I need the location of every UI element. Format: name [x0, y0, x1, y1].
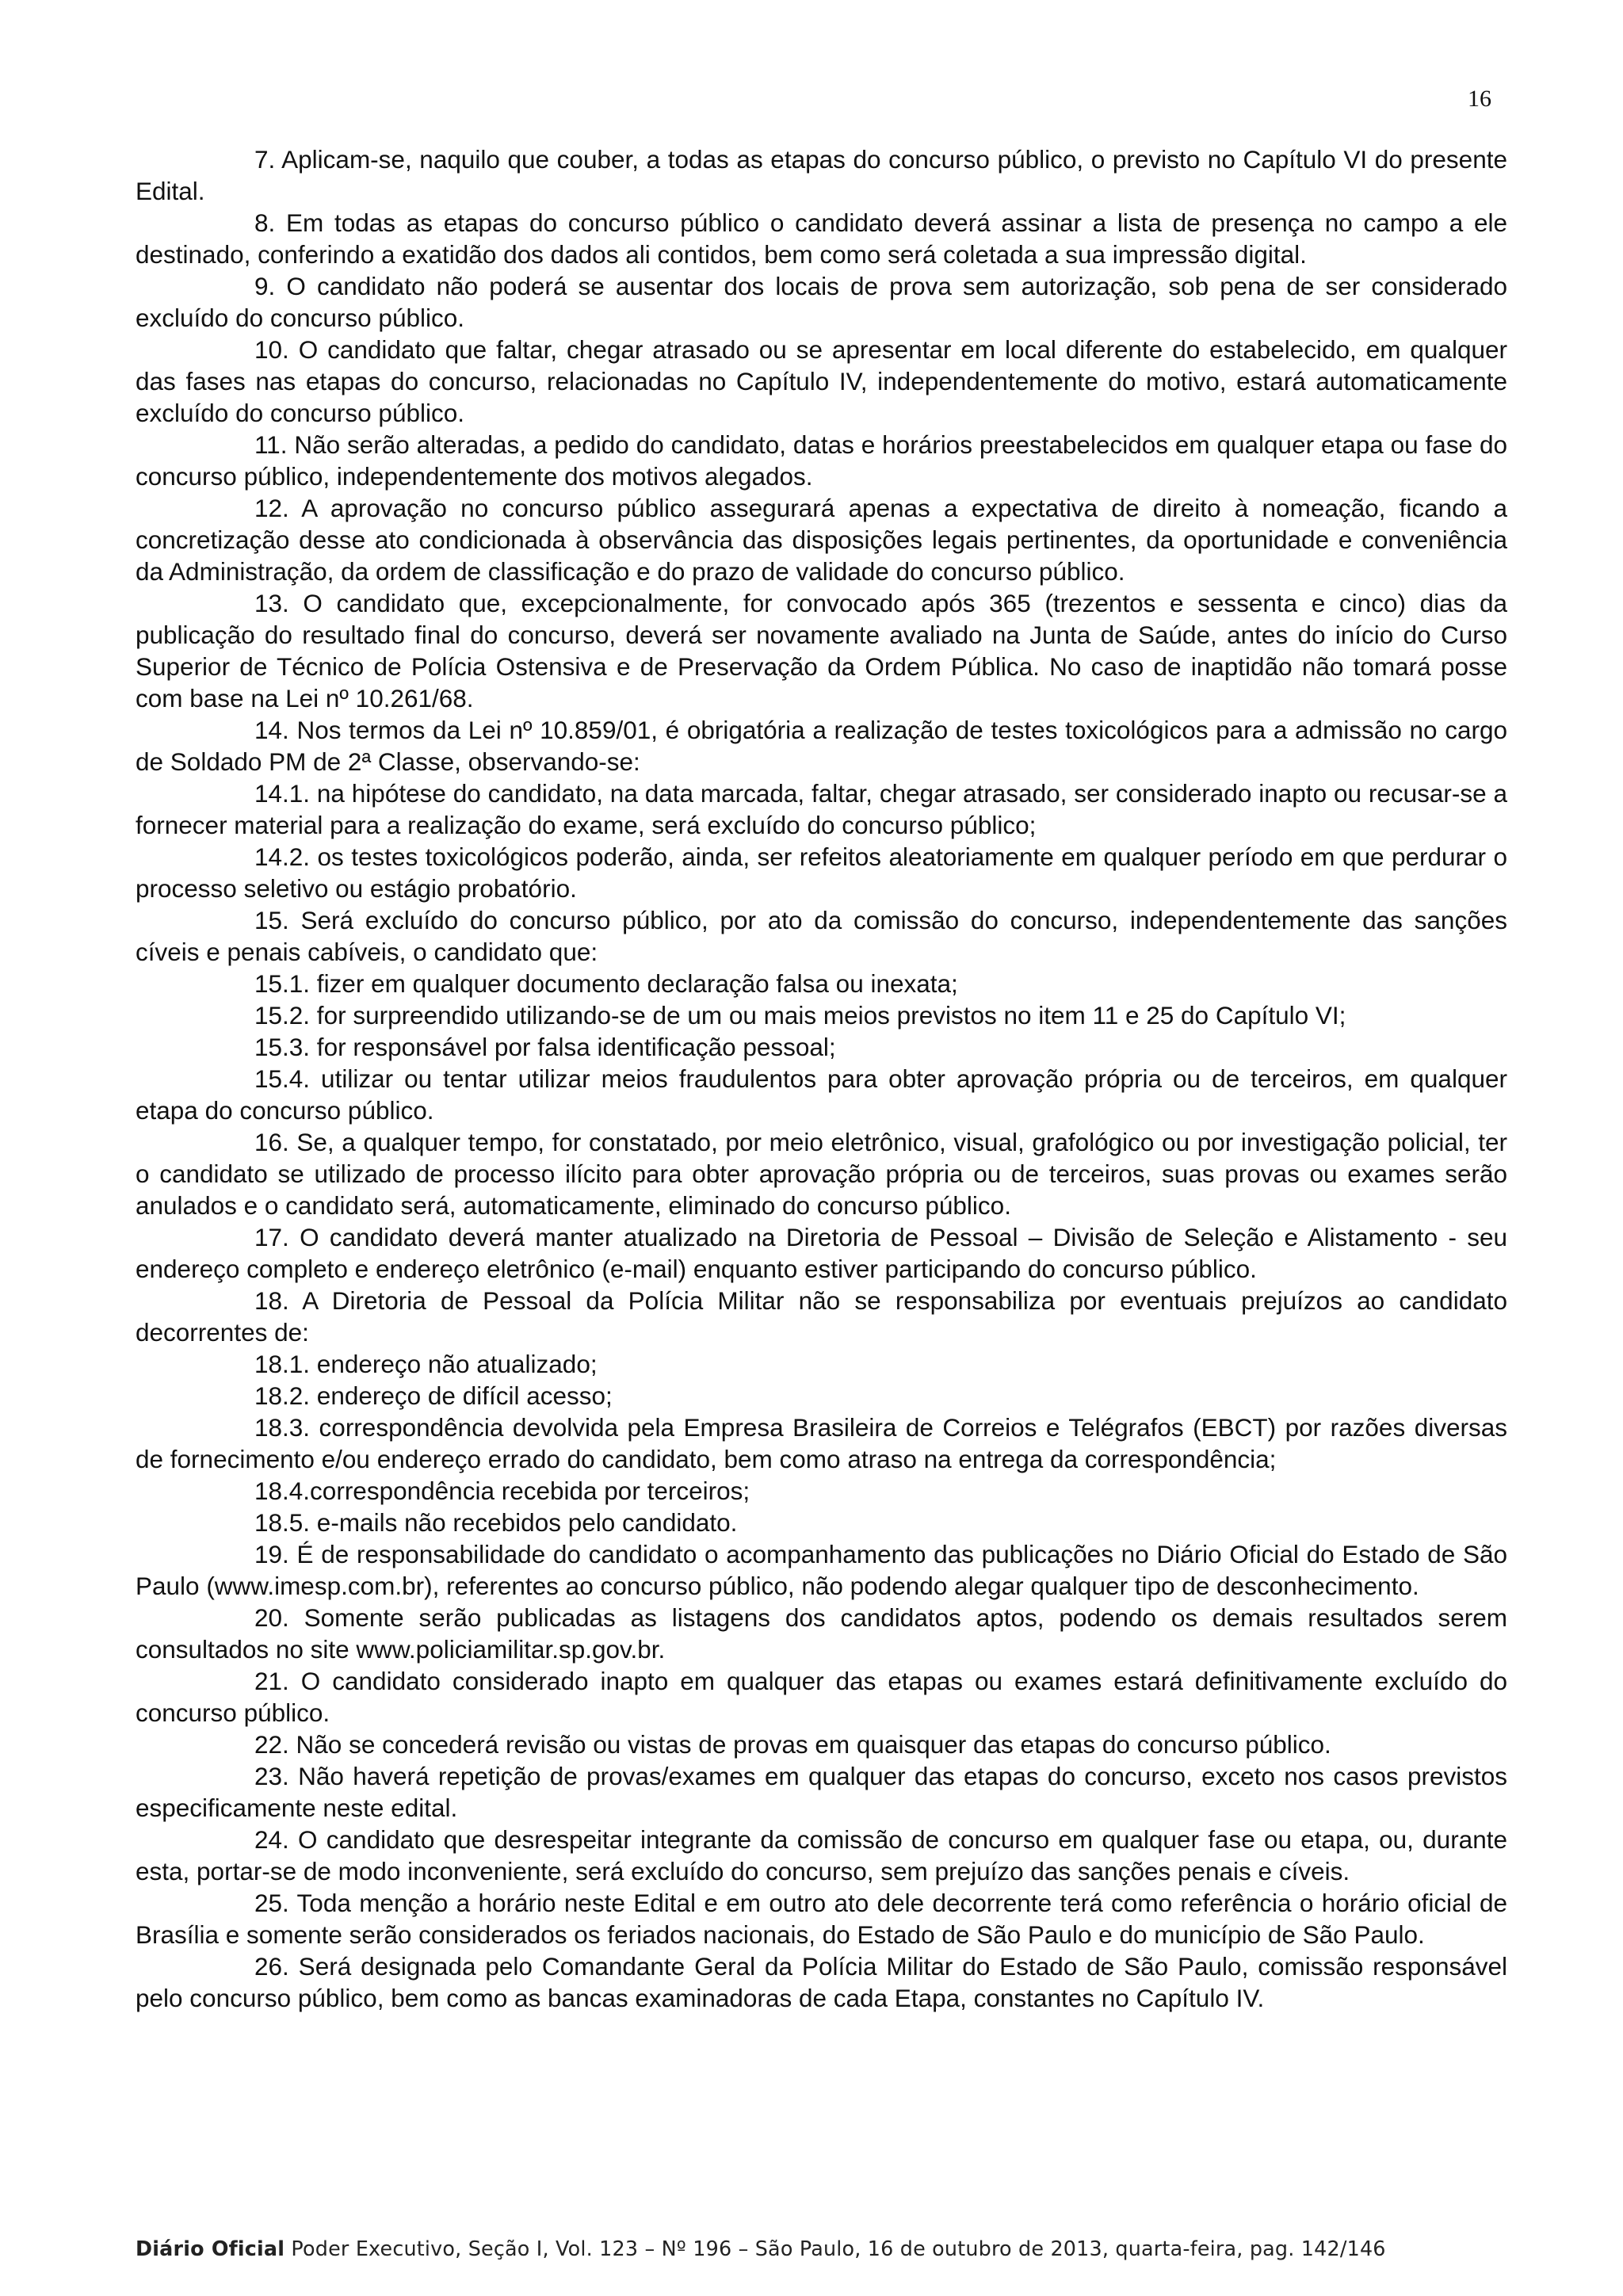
- paragraph: 26. Será designada pelo Comandante Geral da Polícia Militar do Estado de São Paulo, comissão responsável pelo concurso público, bem como as bancas examinadoras de cada Etapa, constantes no Capítulo IV.: [136, 1952, 1507, 2012]
- paragraph: 19. É de responsabilidade do candidato o acompanhamento das publicações no Diário Oficial do Estado de São Paulo (www.imesp.com.br), referentes ao concurso público, não podendo alegar qualquer tipo de desconhecimento.: [136, 1540, 1507, 1600]
- paragraph: 18. A Diretoria de Pessoal da Polícia Militar não se responsabiliza por eventuais prejuízos ao candidato decorrentes de:: [136, 1286, 1507, 1347]
- paragraph: 17. O candidato deverá manter atualizado na Diretoria de Pessoal – Divisão de Seleção e Alistamento - seu endereço completo e endereço eletrônico (e-mail) enquanto estiver participando do concurso público.: [136, 1223, 1507, 1283]
- footer-brand: Diário Oficial: [136, 2237, 285, 2260]
- paragraph: 14.1. na hipótese do candidato, na data marcada, faltar, chegar atrasado, ser considerado inapto ou recusar-se a fornecer material para a realização do exame, será excluído do concurso público;: [136, 779, 1507, 839]
- paragraph: 15.3. for responsável por falsa identificação pessoal;: [254, 1033, 836, 1061]
- paragraph: 15.4. utilizar ou tentar utilizar meios fraudulentos para obter aprovação própria ou de terceiros, em qualquer etapa do concurso público.: [136, 1064, 1507, 1125]
- paragraph: 18.1. endereço não atualizado;: [254, 1350, 598, 1378]
- paragraph: 23. Não haverá repetição de provas/exames em qualquer das etapas do concurso, exceto nos casos previstos especificamente neste edital.: [136, 1762, 1507, 1822]
- paragraph: 8. Em todas as etapas do concurso público o candidato deverá assinar a lista de presença no campo a ele destinado, conferindo a exatidão dos dados ali contidos, bem como será coletada a sua impressão digital.: [136, 208, 1507, 269]
- paragraph: 7. Aplicam-se, naquilo que couber, a todas as etapas do concurso público, o previsto no Capítulo VI do presente Edital.: [136, 145, 1507, 205]
- document-body: [136, 143, 1507, 2014]
- paragraph: 18.3. correspondência devolvida pela Empresa Brasileira de Correios e Telégrafos (EBCT) por razões diversas de fornecimento e/ou endereço errado do candidato, bem como atraso na entrega da correspondência;: [136, 1413, 1507, 1473]
- paragraph: 12. A aprovação no concurso público assegurará apenas a expectativa de direito à nomeação, ficando a concretização desse ato condicionada à observância das disposições legais pertinentes, da oportunidade e conveniência da Administração, da ordem de classificação e do prazo de validade do concurso público.: [136, 494, 1507, 586]
- paragraph: 24. O candidato que desrespeitar integrante da comissão de concurso em qualquer fase ou etapa, ou, durante esta, portar-se de modo inconveniente, será excluído do concurso, sem prejuízo das sanções penais e cíveis.: [136, 1825, 1507, 1885]
- paragraph: 11. Não serão alteradas, a pedido do candidato, datas e horários preestabelecidos em qualquer etapa ou fase do concurso público, independentemente dos motivos alegados.: [136, 430, 1507, 491]
- paragraph: 13. O candidato que, excepcionalmente, for convocado após 365 (trezentos e sessenta e cinco) dias da publicação do resultado final do concurso, deverá ser novamente avaliado na Junta de Saúde, antes do início do Curso Superior de Técnico de Polícia Ostensiva e de Preservação da Ordem Pública. No caso de inaptidão não tomará posse com base na Lei nº 10.261/68.: [136, 589, 1507, 712]
- paragraph: 18.4.correspondência recebida por terceiros;: [254, 1477, 750, 1505]
- paragraph: 20. Somente serão publicadas as listagens dos candidatos aptos, podendo os demais resultados serem consultados no site www.policiamilitar.sp.gov.br.: [136, 1603, 1507, 1664]
- page-footer: [136, 2237, 1507, 2260]
- paragraph: 25. Toda menção a horário neste Edital e em outro ato dele decorrente terá como referência o horário oficial de Brasília e somente serão considerados os feriados nacionais, do Estado de São Paulo e do município de São Paulo.: [136, 1889, 1507, 1949]
- paragraph: 16. Se, a qualquer tempo, for constatado, por meio eletrônico, visual, grafológico ou por investigação policial, ter o candidato se utilizado de processo ilícito para obter aprovação própria ou de terceiros, suas provas ou exames serão anulados e o candidato será, automaticamente, eliminado do concurso público.: [136, 1128, 1507, 1220]
- paragraph: 14.2. os testes toxicológicos poderão, ainda, ser refeitos aleatoriamente em qualquer período em que perdurar o processo seletivo ou estágio probatório.: [136, 842, 1507, 903]
- paragraph: 15.2. for surpreendido utilizando-se de um ou mais meios previstos no item 11 e 25 do Capítulo VI;: [254, 1001, 1346, 1030]
- paragraph: 14. Nos termos da Lei nº 10.859/01, é obrigatória a realização de testes toxicológicos para a admissão no cargo de Soldado PM de 2ª Classe, observando-se:: [136, 716, 1507, 776]
- paragraph: 18.5. e-mails não recebidos pelo candidato.: [254, 1508, 738, 1537]
- paragraph: 18.2. endereço de difícil acesso;: [254, 1381, 613, 1410]
- paragraph: 9. O candidato não poderá se ausentar dos locais de prova sem autorização, sob pena de ser considerado excluído do concurso público.: [136, 272, 1507, 332]
- paragraph: 22. Não se concederá revisão ou vistas de provas em quaisquer das etapas do concurso público.: [254, 1730, 1331, 1759]
- footer-text: Poder Executivo, Seção I, Vol. 123 – Nº 196 – São Paulo, 16 de outubro de 2013, quarta-feira, pag. 142/146: [285, 2237, 1386, 2260]
- page-number: 16: [1468, 86, 1491, 112]
- paragraph: 15. Será excluído do concurso público, por ato da comissão do concurso, independentemente das sanções cíveis e penais cabíveis, o candidato que:: [136, 906, 1507, 966]
- paragraph: 10. O candidato que faltar, chegar atrasado ou se apresentar em local diferente do estabelecido, em qualquer das fases nas etapas do concurso, relacionadas no Capítulo IV, independentemente do motivo, estará automaticamente excluído do concurso público.: [136, 335, 1507, 427]
- paragraph: 15.1. fizer em qualquer documento declaração falsa ou inexata;: [254, 969, 958, 998]
- paragraph: 21. O candidato considerado inapto em qualquer das etapas ou exames estará definitivamente excluído do concurso público.: [136, 1667, 1507, 1727]
